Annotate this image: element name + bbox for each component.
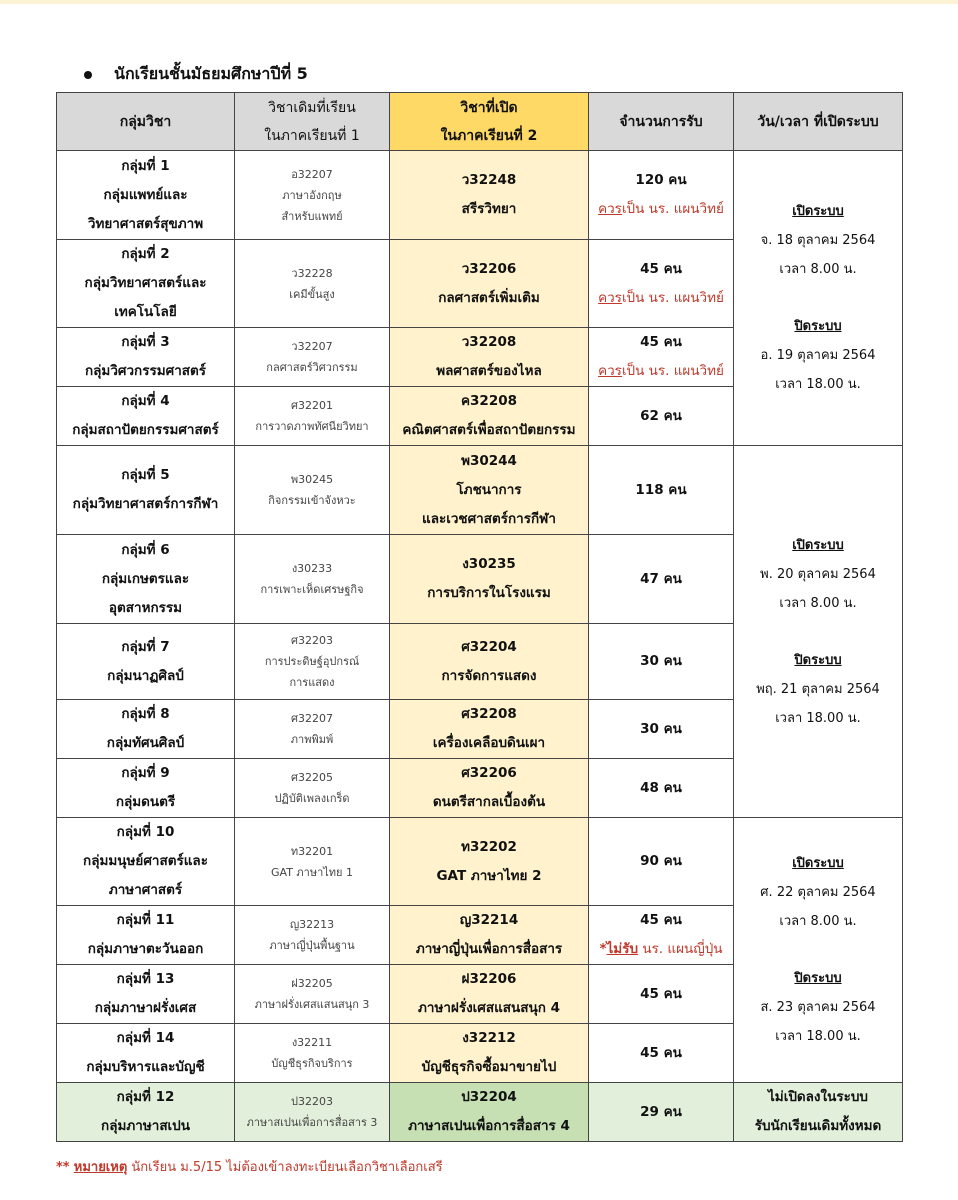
original-subject-cell: ศ32207 ภาพพิมพ์	[235, 700, 390, 759]
capacity-cell: 29 คน	[589, 1083, 734, 1142]
group-cell: กลุ่มที่ 4 กลุ่มสถาปัตยกรรมศาสตร์	[57, 387, 235, 446]
table-row	[57, 151, 903, 240]
elective-table	[56, 92, 903, 1142]
original-subject-cell: ศ32205 ปฏิบัติเพลงเกร็ด	[235, 759, 390, 818]
open-subject-cell: ฝ32206 ภาษาฝรั่งเศสแสนสนุก 4	[390, 965, 589, 1024]
group-cell: กลุ่มที่ 11 กลุ่มภาษาตะวันออก	[57, 906, 235, 965]
capacity-cell: 45 คน ควรเป็น นร. แผนวิทย์	[589, 240, 734, 328]
open-subject-cell: ป32204 ภาษาสเปนเพื่อการสื่อสาร 4	[390, 1083, 589, 1142]
open-subject-cell: พ30244 โภชนาการ และเวชศาสตร์การกีฬา	[390, 446, 589, 535]
capacity-cell: 120 คน ควรเป็น นร. แผนวิทย์	[589, 151, 734, 240]
open-subject-cell: ค32208 คณิตศาสตร์เพื่อสถาปัตยกรรม	[390, 387, 589, 446]
original-subject-cell: ว32207 กลศาสตร์วิศวกรรม	[235, 328, 390, 387]
open-subject-cell: ญ32214 ภาษาญี่ปุ่นเพื่อการสื่อสาร	[390, 906, 589, 965]
table-row	[57, 818, 903, 906]
capacity-cell: 118 คน	[589, 446, 734, 535]
capacity-cell: 47 คน	[589, 535, 734, 624]
original-subject-cell: ท32201 GAT ภาษาไทย 1	[235, 818, 390, 906]
header-schedule: วัน/เวลา ที่เปิดระบบ	[734, 93, 903, 151]
original-subject-cell: ง32211 บัญชีธุรกิจบริการ	[235, 1024, 390, 1083]
group-cell: กลุ่มที่ 12 กลุ่มภาษาสเปน	[57, 1083, 235, 1142]
capacity-cell: 45 คน ควรเป็น นร. แผนวิทย์	[589, 328, 734, 387]
header-group: กลุ่มวิชา	[57, 93, 235, 151]
group-cell: กลุ่มที่ 6 กลุ่มเกษตรและ อุตสาหกรรม	[57, 535, 235, 624]
group-cell: กลุ่มที่ 10 กลุ่มมนุษย์ศาสตร์และ ภาษาศาสตร์	[57, 818, 235, 906]
open-subject-cell: ว32208 พลศาสตร์ของไหล	[390, 328, 589, 387]
group-cell: กลุ่มที่ 1 กลุ่มแพทย์และ วิทยาศาสตร์สุขภาพ	[57, 151, 235, 240]
original-subject-cell: ฝ32205 ภาษาฝรั่งเศสแสนสนุก 3	[235, 965, 390, 1024]
header-row	[57, 93, 903, 151]
table-row	[57, 446, 903, 535]
capacity-cell: 45 คน	[589, 1024, 734, 1083]
original-subject-cell: ศ32201 การวาดภาพทัศนียวิทยา	[235, 387, 390, 446]
capacity-cell: 62 คน	[589, 387, 734, 446]
section-heading	[84, 62, 308, 87]
open-subject-cell: ศ32206 ดนตรีสากลเบื้องต้น	[390, 759, 589, 818]
open-subject-cell: ศ32208 เครื่องเคลือบดินเผา	[390, 700, 589, 759]
capacity-cell: 48 คน	[589, 759, 734, 818]
open-subject-cell: ท32202 GAT ภาษาไทย 2	[390, 818, 589, 906]
group-cell: กลุ่มที่ 14 กลุ่มบริหารและบัญชี	[57, 1024, 235, 1083]
schedule-cell-closed: ไม่เปิดลงในระบบ รับนักเรียนเดิมทั้งหมด	[734, 1083, 903, 1142]
group-cell: กลุ่มที่ 5 กลุ่มวิทยาศาสตร์การกีฬา	[57, 446, 235, 535]
bullet-icon	[84, 71, 92, 79]
header-open-subject: วิชาที่เปิด ในภาคเรียนที่ 2	[390, 93, 589, 151]
open-subject-cell: ว32248 สรีรวิทยา	[390, 151, 589, 240]
header-original-subject: วิชาเดิมที่เรียน ในภาคเรียนที่ 1	[235, 93, 390, 151]
capacity-cell: 30 คน	[589, 700, 734, 759]
open-subject-cell: ง30235 การบริการในโรงแรม	[390, 535, 589, 624]
schedule-cell: เปิดระบบ พ. 20 ตุลาคม 2564 เวลา 8.00 น. ปิดระบบ พฤ. 21 ตุลาคม 2564 เวลา 18.00 น.	[734, 446, 903, 818]
group-cell: กลุ่มที่ 13 กลุ่มภาษาฝรั่งเศส	[57, 965, 235, 1024]
original-subject-cell: ง30233 การเพาะเห็ดเศรษฐกิจ	[235, 535, 390, 624]
group-cell: กลุ่มที่ 8 กลุ่มทัศนศิลป์	[57, 700, 235, 759]
original-subject-cell: ว32228 เคมีขั้นสูง	[235, 240, 390, 328]
top-border	[0, 0, 958, 4]
capacity-cell: 45 คน *ไม่รับ นร. แผนญี่ปุ่น	[589, 906, 734, 965]
capacity-cell: 45 คน	[589, 965, 734, 1024]
footnote: ** หมายเหตุ นักเรียน ม.5/15 ไม่ต้องเข้าลงทะเบียนเลือกวิชาเลือกเสรี	[56, 1160, 443, 1175]
header-capacity: จำนวนการรับ	[589, 93, 734, 151]
original-subject-cell: ญ32213 ภาษาญี่ปุ่นพื้นฐาน	[235, 906, 390, 965]
group-cell: กลุ่มที่ 7 กลุ่มนาฏศิลป์	[57, 624, 235, 700]
original-subject-cell: ป32203 ภาษาสเปนเพื่อการสื่อสาร 3	[235, 1083, 390, 1142]
open-subject-cell: ว32206 กลศาสตร์เพิ่มเติม	[390, 240, 589, 328]
original-subject-cell: อ32207 ภาษาอังกฤษ สำหรับแพทย์	[235, 151, 390, 240]
open-subject-cell: ศ32204 การจัดการแสดง	[390, 624, 589, 700]
group-cell: กลุ่มที่ 2 กลุ่มวิทยาศาสตร์และ เทคโนโลยี	[57, 240, 235, 328]
schedule-cell: เปิดระบบ ศ. 22 ตุลาคม 2564 เวลา 8.00 น. ปิดระบบ ส. 23 ตุลาคม 2564 เวลา 18.00 น.	[734, 818, 903, 1083]
heading-text: นักเรียนชั้นมัธยมศึกษาปีที่ 5	[114, 64, 308, 83]
original-subject-cell: พ30245 กิจกรรมเข้าจังหวะ	[235, 446, 390, 535]
group-cell: กลุ่มที่ 3 กลุ่มวิศวกรรมศาสตร์	[57, 328, 235, 387]
original-subject-cell: ศ32203 การประดิษฐ์อุปกรณ์ การแสดง	[235, 624, 390, 700]
table-row	[57, 1083, 903, 1142]
open-subject-cell: ง32212 บัญชีธุรกิจซื้อมาขายไป	[390, 1024, 589, 1083]
capacity-cell: 30 คน	[589, 624, 734, 700]
group-cell: กลุ่มที่ 9 กลุ่มดนตรี	[57, 759, 235, 818]
capacity-cell: 90 คน	[589, 818, 734, 906]
schedule-cell: เปิดระบบ จ. 18 ตุลาคม 2564 เวลา 8.00 น. ปิดระบบ อ. 19 ตุลาคม 2564 เวลา 18.00 น.	[734, 151, 903, 446]
